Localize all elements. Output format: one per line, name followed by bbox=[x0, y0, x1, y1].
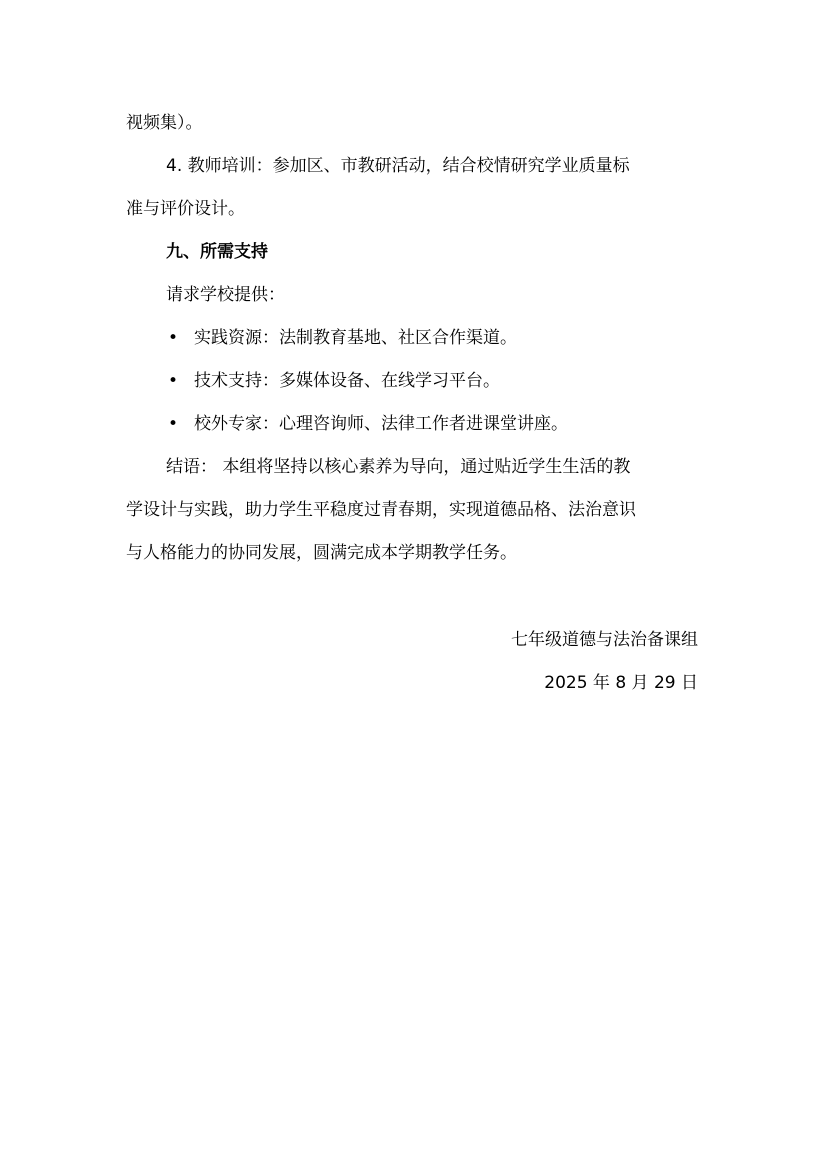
paragraph-continuation: 视频集）。 bbox=[126, 113, 203, 133]
conclusion-line-2: 学设计与实践，助力学生平稳度过青春期，实现道德品格、法治意识 bbox=[126, 500, 636, 520]
list-item-text: 实践资源：法制教育基地、社区合作渠道。 bbox=[194, 328, 517, 348]
bullet-marker: • bbox=[168, 371, 179, 391]
conclusion-line-3: 与人格能力的协同发展，圆满完成本学期教学任务。 bbox=[126, 543, 517, 563]
conclusion-line-1: 结语： 本组将坚持以核心素养为导向，通过贴近学生生活的教 bbox=[166, 457, 631, 477]
list-item-text: 技术支持：多媒体设备、在线学习平台。 bbox=[194, 371, 500, 391]
section-heading-support: 九、所需支持 bbox=[166, 242, 268, 262]
signature-group: 七年级道德与法治备课组 bbox=[511, 630, 698, 650]
list-item-text: 校外专家：心理咨询师、法律工作者进课堂讲座。 bbox=[194, 414, 568, 434]
support-intro: 请求学校提供： bbox=[166, 285, 285, 305]
signature-date: 2025 年 8 月 29 日 bbox=[544, 673, 698, 693]
bullet-marker: • bbox=[168, 328, 179, 348]
teacher-training-line-1: 4. 教师培训：参加区、市教研活动，结合校情研究学业质量标 bbox=[166, 156, 630, 176]
teacher-training-line-2: 准与评价设计。 bbox=[126, 199, 245, 219]
bullet-marker: • bbox=[168, 414, 179, 434]
